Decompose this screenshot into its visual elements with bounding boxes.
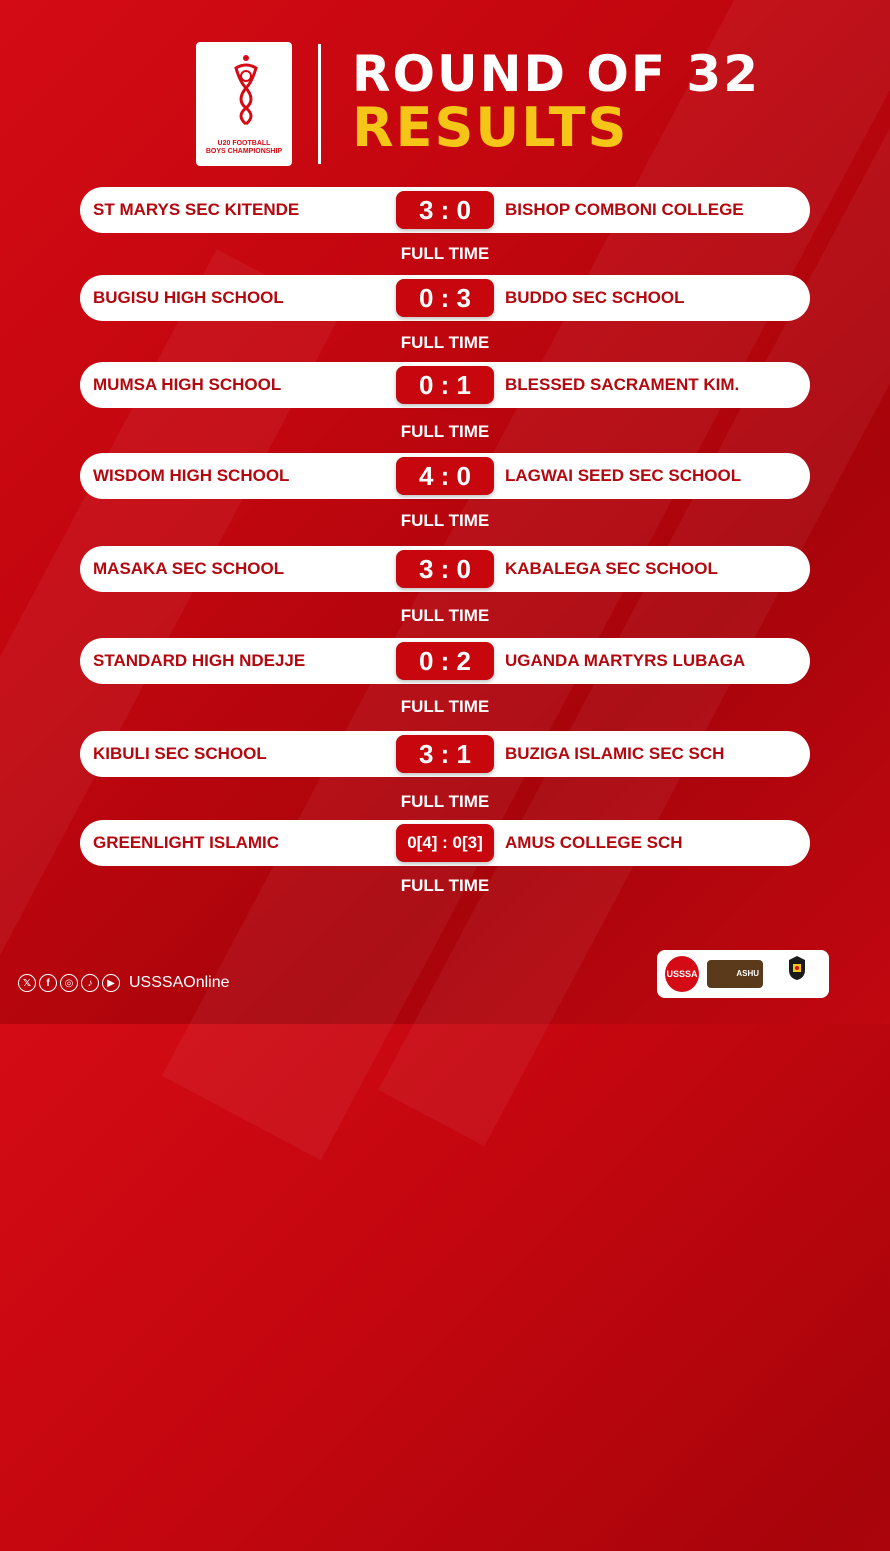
usssa-logo: USSSA [665, 956, 699, 992]
trophy-icon [222, 52, 270, 132]
match-card [80, 275, 810, 321]
match-status: FULL TIME [400, 876, 490, 895]
home-team: WISDOM HIGH SCHOOL [93, 466, 290, 485]
away-team: UGANDA MARTYRS LUBAGA [505, 651, 746, 670]
score: 0 : 3 [396, 279, 494, 317]
score: 4 : 0 [396, 457, 494, 495]
page-title: ROUND OF 32 [352, 45, 761, 103]
match-card [80, 362, 810, 408]
score: 3 : 0 [396, 191, 494, 229]
away-team: KABALEGA SEC SCHOOL [505, 559, 718, 578]
match-status: FULL TIME [400, 511, 490, 530]
away-team: BUDDO SEC SCHOOL [505, 288, 685, 307]
coat-of-arms-icon [785, 954, 809, 982]
match-status: FULL TIME [400, 606, 490, 625]
youtube-icon[interactable]: ▶ [102, 974, 120, 992]
score: 0[4] : 0[3] [396, 824, 494, 862]
home-team: BUGISU HIGH SCHOOL [93, 288, 284, 307]
match-status: FULL TIME [400, 697, 490, 716]
social-links [18, 974, 230, 992]
sponsor-logo [707, 960, 763, 988]
match-card [80, 546, 810, 592]
logo-text-line1: U20 FOOTBALL [217, 140, 271, 147]
match-card [80, 820, 810, 866]
match-card [80, 453, 810, 499]
x-icon[interactable]: 𝕏 [18, 974, 36, 992]
instagram-icon[interactable]: ◎ [60, 974, 78, 992]
logo-text-line2: BOYS CHAMPIONSHIP [205, 148, 283, 155]
sponsor-logos [657, 950, 829, 998]
away-team: AMUS COLLEGE SCH [505, 833, 683, 852]
home-team: MASAKA SEC SCHOOL [93, 559, 285, 578]
home-team: KIBULI SEC SCHOOL [93, 744, 267, 763]
tiktok-icon[interactable]: ♪ [81, 974, 99, 992]
score: 3 : 1 [396, 735, 494, 773]
match-status: FULL TIME [400, 333, 490, 352]
match-card [80, 187, 810, 233]
championship-logo [196, 42, 292, 166]
match-status: FULL TIME [400, 422, 490, 441]
score: 3 : 0 [396, 550, 494, 588]
score: 0 : 1 [396, 366, 494, 404]
page-subtitle: RESULTS [352, 96, 629, 159]
social-handle[interactable]: USSSAOnline [129, 974, 230, 991]
home-team: MUMSA HIGH SCHOOL [93, 375, 282, 394]
sponsor-2-text: ASHU [736, 969, 759, 978]
away-team: BLESSED SACRAMENT KIM. [505, 375, 740, 394]
background-stripe [0, 249, 340, 1551]
match-status: FULL TIME [400, 792, 490, 811]
facebook-icon[interactable]: f [39, 974, 57, 992]
match-status: FULL TIME [400, 244, 490, 263]
away-team: LAGWAI SEED SEC SCHOOL [505, 466, 742, 485]
government-logo [773, 954, 821, 994]
home-team: ST MARYS SEC KITENDE [93, 200, 300, 219]
home-team: GREENLIGHT ISLAMIC [93, 833, 280, 852]
match-card [80, 731, 810, 777]
away-team: BUZIGA ISLAMIC SEC SCH [505, 744, 725, 763]
match-card [80, 638, 810, 684]
away-team: BISHOP COMBONI COLLEGE [505, 200, 744, 219]
score: 0 : 2 [396, 642, 494, 680]
header-divider [318, 44, 321, 164]
home-team: STANDARD HIGH NDEJJE [93, 651, 306, 670]
